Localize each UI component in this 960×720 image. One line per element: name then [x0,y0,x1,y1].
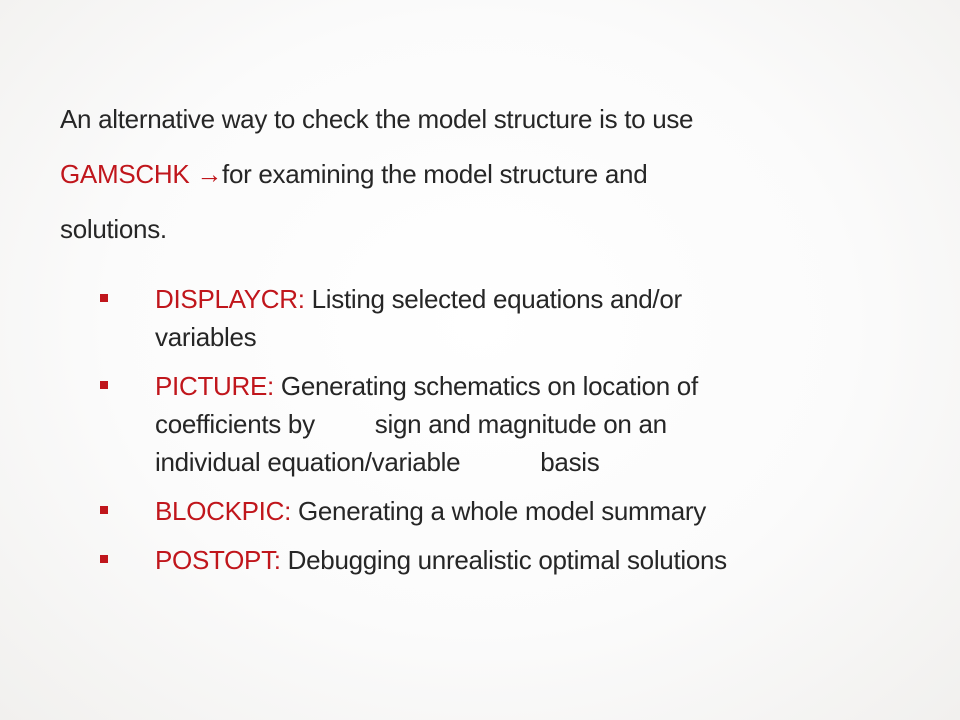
item-desc-cont: coefficients by [155,409,315,439]
item-term: BLOCKPIC: [155,496,292,526]
bullet-list [100,280,890,590]
gamschk-keyword: GAMSCHK [60,159,190,189]
list-item [100,541,890,579]
item-desc-cont: variables [155,322,257,352]
intro-paragraph [60,92,900,257]
list-item [100,367,890,481]
list-item [100,492,890,530]
intro-line-2-rest: for examining the model structure and [222,159,648,189]
item-desc: Generating schematics on location of [280,371,698,401]
item-desc-cont: basis [540,447,600,477]
right-arrow-icon: → [196,159,223,189]
item-desc-cont: individual equation/variable [155,447,461,477]
item-term: POSTOPT: [155,545,281,575]
intro-line-3: solutions. [60,214,167,244]
square-bullet-icon [100,506,108,514]
square-bullet-icon [100,555,108,563]
item-desc: Listing selected equations and/or [311,284,682,314]
item-desc: Generating a whole model summary [297,496,706,526]
intro-line-2 [60,147,900,202]
square-bullet-icon [100,381,108,389]
square-bullet-icon [100,294,108,302]
list-item [100,280,890,356]
item-term: PICTURE: [155,371,274,401]
item-desc: Debugging unrealistic optimal solutions [287,545,727,575]
item-desc-cont: sign and magnitude on an [374,409,667,439]
intro-line-1: An alternative way to check the model structure is to use [60,104,694,134]
item-term: DISPLAYCR: [155,284,305,314]
